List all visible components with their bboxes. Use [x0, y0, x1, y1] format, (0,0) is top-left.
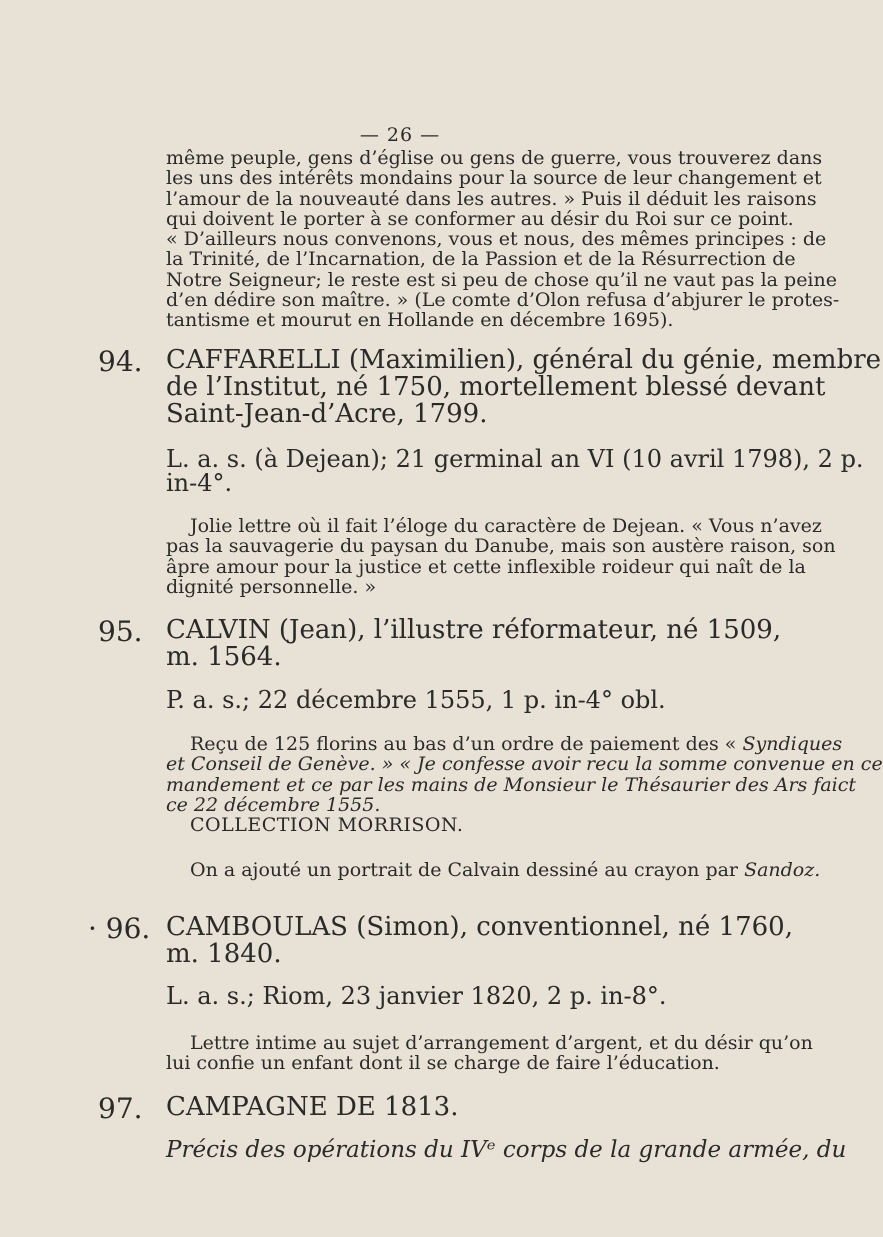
- entry-number: 97.: [98, 1092, 143, 1125]
- text-line: d’en dédire son maître. » (Le comte d’Olon refusa d’abjurer le protes-: [166, 289, 840, 312]
- entry-note: On a ajouté un portrait de Calvain dessiné au crayon par Sandoz.: [190, 859, 821, 881]
- text-line: Notre Seigneur; le reste est si peu de chose qu’il ne vaut pas la peine: [166, 268, 837, 291]
- entry-body: Lettre intime au sujet d’arrangement d’argent, et du désir qu’on lui confie un enfant dont il se charge de faire l’éducation.: [166, 1032, 813, 1075]
- text-line: l’amour de la nouveauté dans les autres. » Puis il déduit les raisons: [166, 187, 817, 210]
- text-line: qui doivent le porter à se conformer au désir du Roi sur ce point.: [166, 207, 794, 230]
- text-line: la Trinité, de l’Incarnation, de la Passion et de la Résurrection de: [166, 248, 796, 271]
- entry-description: P. a. s.; 22 décembre 1555, 1 p. in-4° obl.: [166, 686, 666, 714]
- page-number: — 26 —: [359, 124, 441, 146]
- collection-label: COLLECTION MORRISON.: [190, 814, 464, 837]
- entry-number: 94.: [98, 345, 143, 378]
- entry-number: · 96.: [88, 912, 151, 945]
- text-line: « D’ailleurs nous convenons, vous et nous, des mêmes principes : de: [166, 228, 827, 251]
- text-line: les uns des intérêts mondains pour la source de leur changement et: [166, 167, 822, 190]
- entry-body: Reçu de 125 florins au bas d’un ordre de paiement des « Syndiques et Conseil de Genève. » « Je confesse avoir recu la somme convenue en ce mandement et ce par les mains de Monsieur le Thésaurier des Ars faict ce 22 décembre 1555. COLLECTION MORRISON.: [166, 733, 883, 837]
- entry-heading: CALVIN (Jean), l’illustre réformateur, né 1509, m. 1564.: [166, 615, 782, 672]
- entry-heading: CAFFARELLI (Maximilien), général du génie, membre de l’Institut, né 1750, mortellement blessé devant Saint-Jean-d’Acre, 1799.: [166, 345, 882, 429]
- entry-number: 95.: [98, 615, 143, 648]
- intro-paragraph: [166, 147, 840, 332]
- text-line: même peuple, gens d’église ou gens de guerre, vous trouverez dans: [166, 147, 823, 169]
- entry-description: L. a. s.; Riom, 23 janvier 1820, 2 p. in-8°.: [166, 982, 667, 1010]
- entry-body: Jolie lettre où il fait l’éloge du caractère de Dejean. « Vous n’avez pas la sauvagerie du paysan du Danube, mais son austère raison, son âpre amour pour la justice et cette inflexible roideur qui naît de la dignité personnelle. »: [166, 515, 836, 598]
- entry-heading: CAMPAGNE DE 1813.: [166, 1092, 459, 1122]
- entry-body: Précis des opérations du IVᵉ corps de la grande armée, du: [166, 1137, 847, 1163]
- text-line: tantisme et mourut en Hollande en décembre 1695).: [166, 309, 674, 332]
- entry-heading: CAMBOULAS (Simon), conventionnel, né 1760, m. 1840.: [166, 912, 793, 969]
- entry-description: L. a. s. (à Dejean); 21 germinal an VI (10 avril 1798), 2 p. in-4°.: [166, 445, 864, 497]
